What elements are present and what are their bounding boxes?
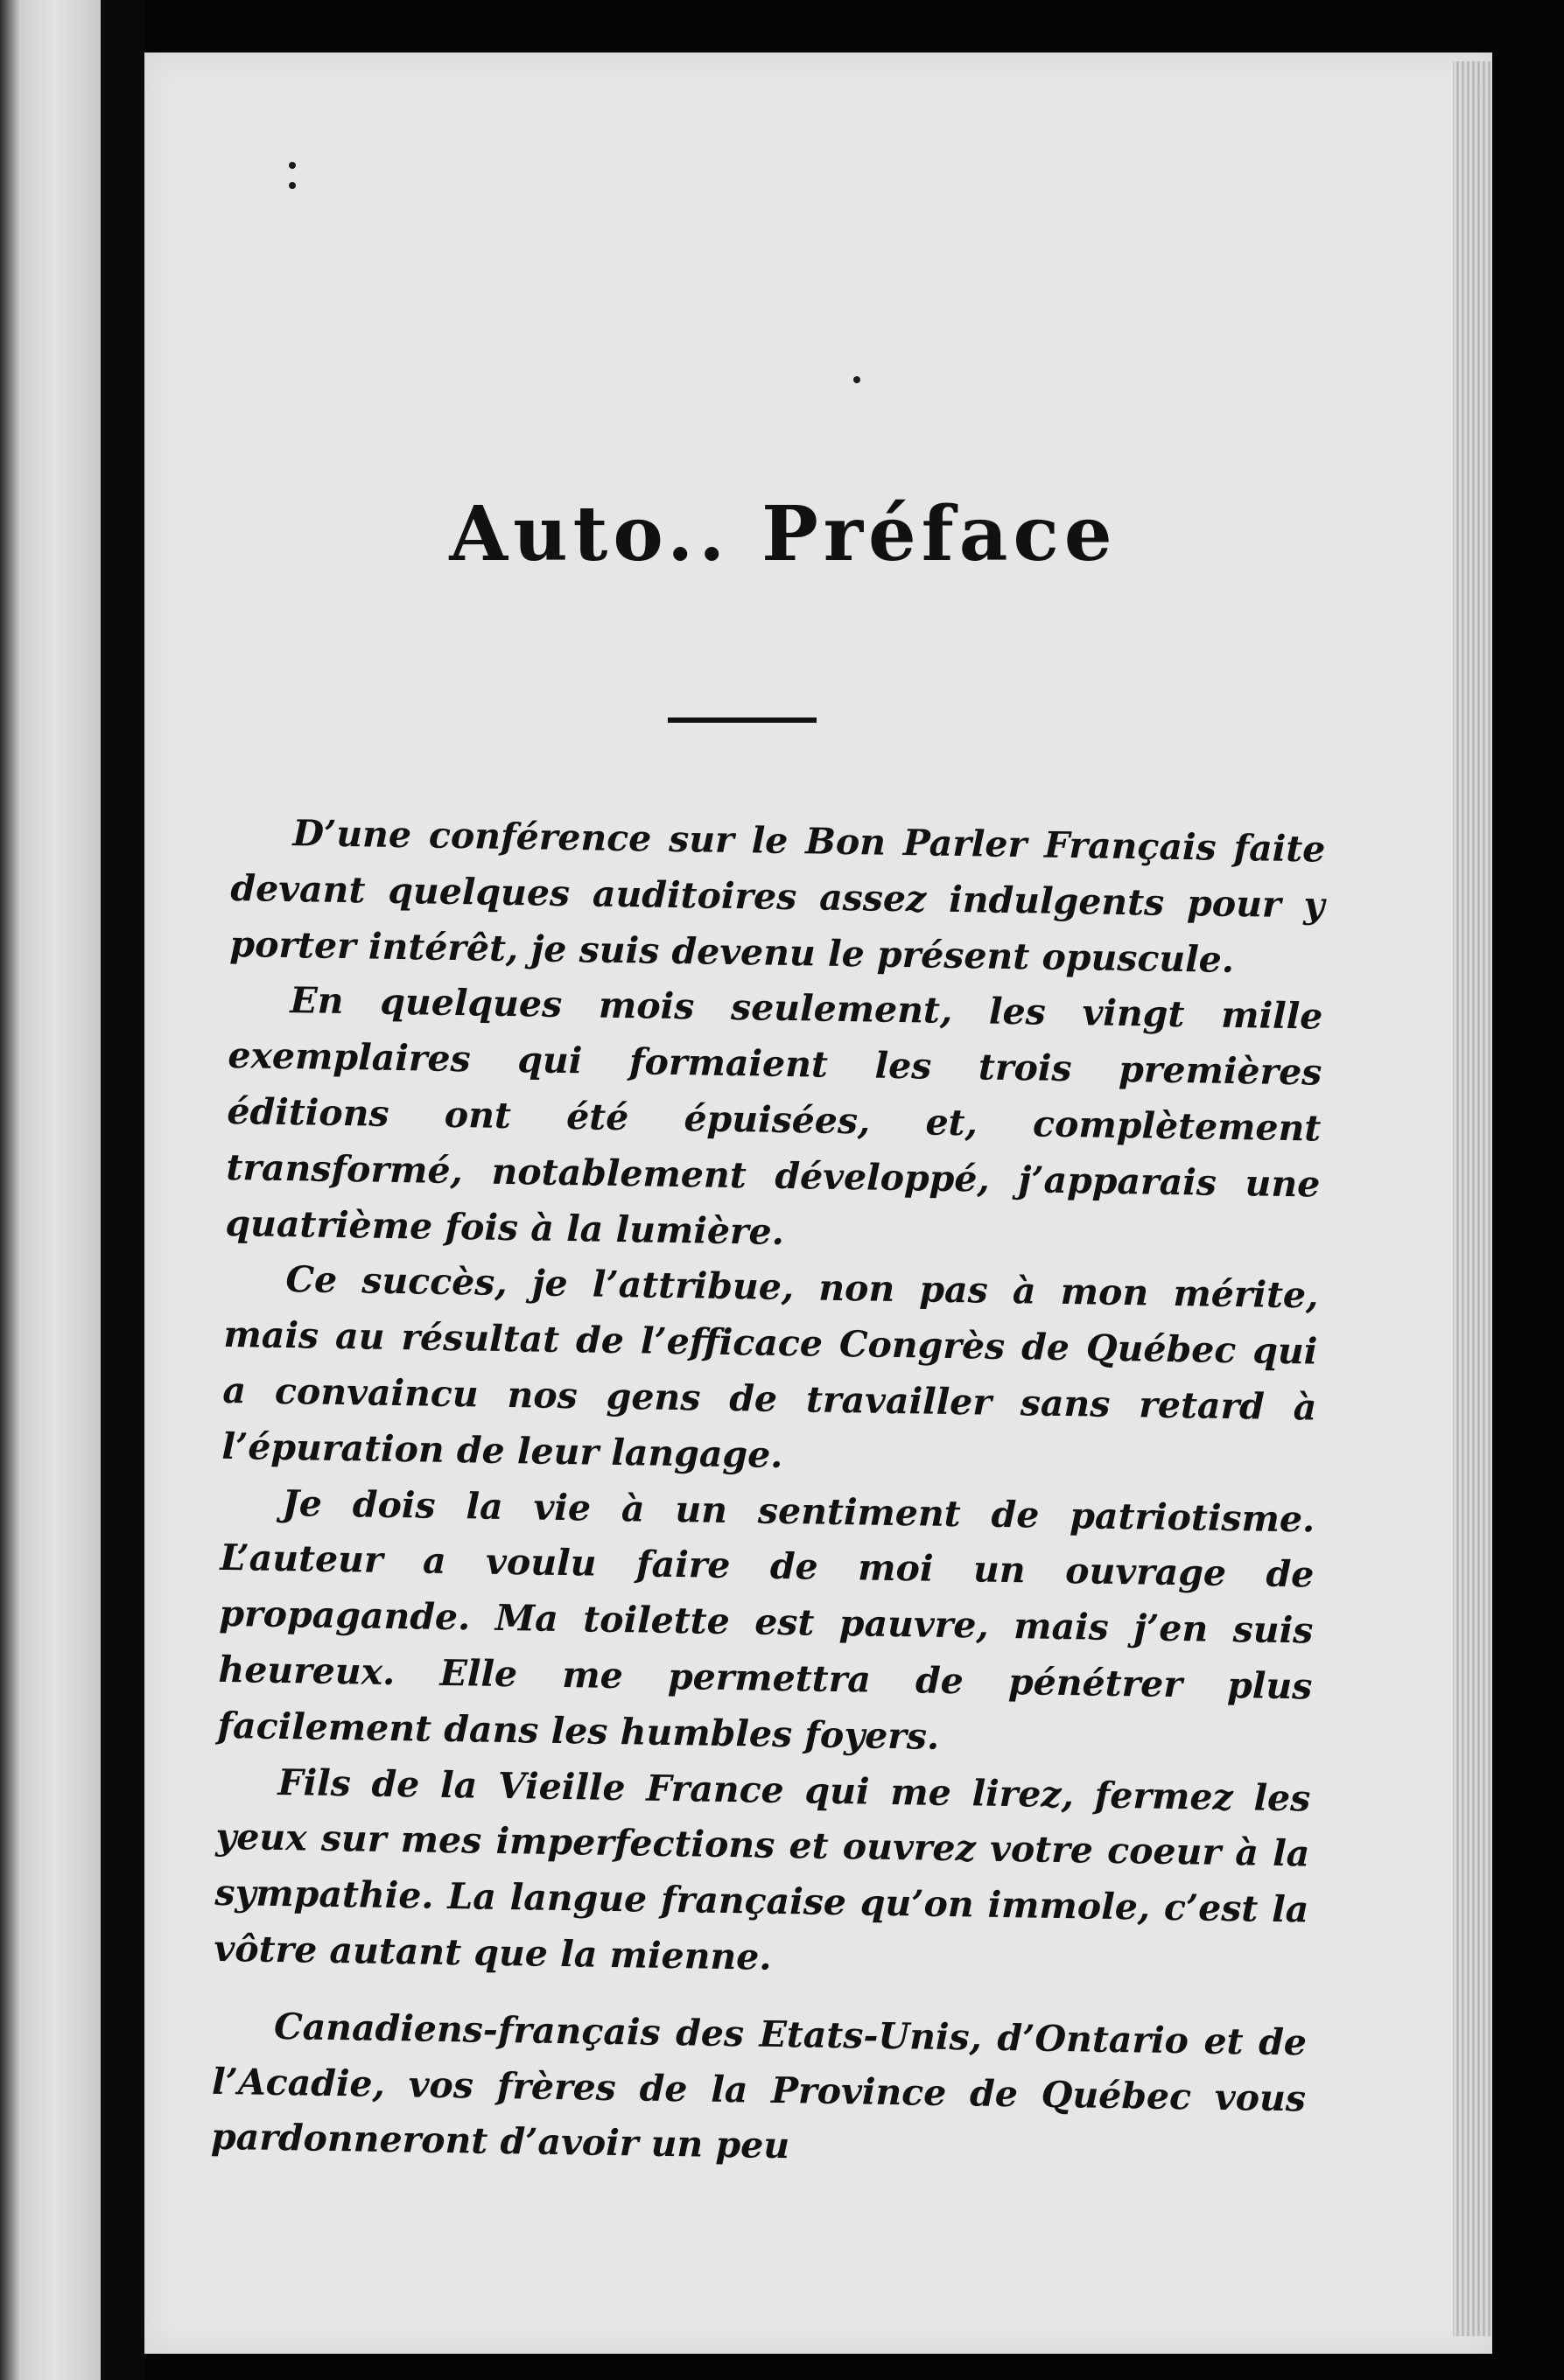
preface-text	[211, 805, 1326, 2183]
ink-speck	[853, 376, 860, 383]
paragraph: D’une conférence sur le Bon Parler Français faite devant quelques auditoires assez indulgents pour y porter intérêt, je suis devenu le présent opuscule.	[229, 812, 1326, 981]
page-stack-edge	[1453, 61, 1492, 2336]
paragraph: Ce succès, je l’attribue, non pas à mon mérite, mais au résultat de l’efficace Congrès de Québec qui a convaincu nos gens de travailler sans retard à l’épuration de leur langage.	[221, 1258, 1319, 1476]
ink-speck	[289, 182, 296, 189]
paragraph: Je dois la vie à un sentiment de patriotisme. L’auteur a voulu faire de moi un ouvrage de propagande. Ma toilette est pauvre, mais j’en suis heureux. Elle me permettra de pénétrer plus facilement dans les humbles foyers.	[217, 1481, 1315, 1758]
paragraph: En quelques mois seulement, les vingt mille exemplaires qui formaient les trois premières éditions ont été épuisées, et, complètement transformé, notablement développé, j’apparais une quatrième fois à la lumière.	[225, 979, 1323, 1253]
book-gutter	[101, 0, 144, 2380]
previous-page-edge	[0, 0, 101, 2380]
paragraph: Canadiens-français des Etats-Unis, d’Ontario et de l’Acadie, vos frères de la Province de Québec vous pardonneront d’avoir un peu	[210, 2005, 1308, 2167]
title-rule	[668, 718, 817, 723]
paragraph: Fils de la Vieille France qui me lirez, fermez les yeux sur mes imperfections et ouvrez votre coeur à la sympathie. La langue française qu’on immole, c’est la vôtre autant que la mienne.	[214, 1760, 1311, 1978]
page-title: Auto.. Préface	[449, 490, 1118, 578]
ink-speck	[289, 162, 296, 169]
book-page	[144, 52, 1492, 2354]
